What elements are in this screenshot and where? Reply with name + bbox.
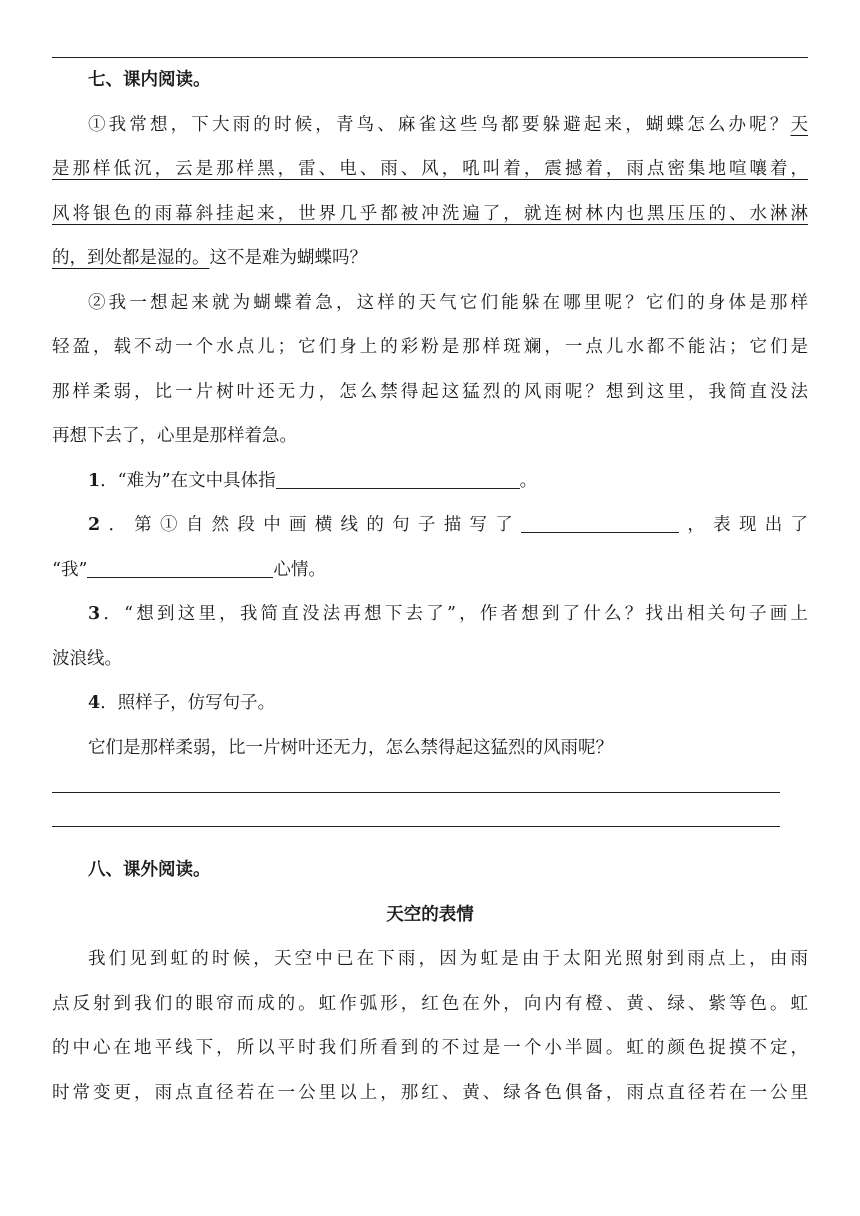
- article-title: 天空的表情: [386, 904, 474, 925]
- question-text: “我”: [52, 559, 88, 580]
- question-text: ，表现出了: [679, 515, 809, 535]
- passage-1-line-1: [52, 103, 808, 148]
- passage-2-line-2: 轻盈，载不动一个水点儿；它们身上的彩粉是那样斑斓，一点儿水都不能沾；它们是: [52, 337, 808, 357]
- question-text: ．“想到这里，我简直没法再想下去了”，作者想到了什么？找出相关句子画上: [100, 604, 808, 624]
- underlined-text: 风将银色的雨幕斜挂起来，世界几乎都被冲洗遍了，就连树林内也黑压压的、水淋淋: [52, 203, 808, 224]
- question-3-line-1: [52, 592, 808, 637]
- question-text: ．“难为”在文中具体指: [100, 470, 276, 491]
- article-line-3: 的中心在地平线下，所以平时我们所看到的不过是一个小半圆。虹的颜色捉摸不定，: [52, 1038, 808, 1058]
- answer-blank[interactable]: [276, 468, 520, 489]
- section-7-heading: 七、课内阅读。: [88, 70, 211, 90]
- question-number: 4: [88, 693, 101, 713]
- passage-2-line-3: 那样柔弱，比一片树叶还无力，怎么禁得起这猛烈的风雨呢？想到这里，我简直没法: [52, 381, 808, 402]
- question-text: ．第①自然段中画横线的句子描写了: [100, 515, 522, 535]
- question-text: ．照样子，仿写句子。: [100, 693, 276, 713]
- text: 这不是难为蝴蝶吗？: [209, 248, 367, 268]
- example-sentence: 它们是那样柔弱，比一片树叶还无力，怎么禁得起这猛烈的风雨呢？: [88, 737, 613, 758]
- question-number: 1: [88, 470, 101, 491]
- question-3-line-2: 波浪线。: [52, 648, 122, 669]
- question-1: [52, 459, 808, 504]
- article-line-4: 时常变更，雨点直径若在一公里以上，那红、黄、绿各色俱备，雨点直径若在一公里: [52, 1082, 808, 1103]
- punct: 。: [519, 470, 538, 491]
- passage-1-line-4: [52, 236, 808, 281]
- answer-rule: [52, 826, 780, 827]
- passage-2-line-1: ②我一想起来就为蝴蝶着急，这样的天气它们能躲在哪里呢？它们的身体是那样: [88, 292, 808, 313]
- question-number: 2: [88, 515, 101, 535]
- question-4: [52, 681, 808, 726]
- passage-1-line-2: [52, 147, 808, 192]
- underlined-text: 的，到处都是湿的。: [52, 248, 210, 268]
- article-line-2: 点反射到我们的眼帘而成的。虹作弧形，红色在外，向内有橙、黄、绿、紫等色。虹: [52, 993, 808, 1014]
- article-line-1: 我们见到虹的时候，天空中已在下雨，因为虹是由于太阳光照射到雨点上，由雨: [88, 949, 808, 969]
- answer-blank[interactable]: [87, 557, 273, 578]
- content: [52, 58, 808, 1115]
- underlined-text: 天: [790, 114, 808, 135]
- answer-rule: [52, 792, 780, 793]
- passage-1-line-3: [52, 192, 808, 237]
- text: ①我常想，下大雨的时候，青鸟、麻雀这些鸟都要躲避起来，蝴蝶怎么办呢？: [88, 114, 791, 135]
- answer-line-2[interactable]: [52, 804, 808, 848]
- answer-blank[interactable]: [521, 512, 679, 533]
- section-8-heading: 八、课外阅读。: [88, 860, 211, 880]
- question-text: 心情。: [273, 559, 326, 580]
- passage-2-line-4: 再想下去了，心里是那样着急。: [52, 426, 297, 446]
- answer-line-1[interactable]: [52, 770, 808, 804]
- question-2-line-1: [52, 503, 808, 548]
- question-number: 3: [88, 604, 101, 624]
- underlined-text: 是那样低沉，云是那样黑，雷、电、雨、风，吼叫着，震撼着，雨点密集地喧嚷着，: [52, 159, 808, 179]
- question-2-line-2: [52, 548, 808, 593]
